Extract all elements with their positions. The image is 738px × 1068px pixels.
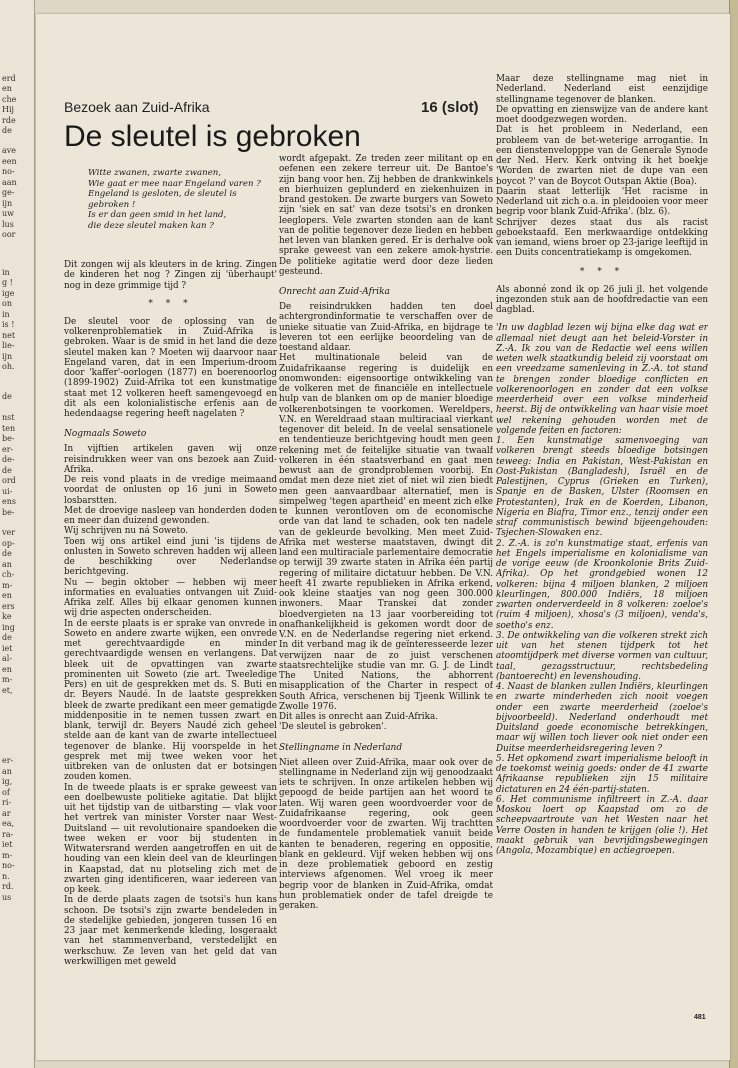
magazine-page	[36, 14, 730, 1060]
subheading: Stellingname in Nederland	[279, 742, 403, 753]
paragraph: Dit alles is onrecht aan Zuid-Afrika.	[279, 712, 438, 722]
article-kicker: Bezoek aan Zuid-Afrika	[64, 99, 210, 115]
paragraph: De sleutel voor de oplossing van de volkerenproblematiek in Zuid-Afrika is gebroken. Waar is de smid in het land die deze sleutel maken kan ? Moeten wij daarvoor naar Engeland varen, dat in een Imperium-droom door 'kaffer'-oorlogen (1877) en boerenoorlog (1899-1902) Zuid-Afrika tot een kunstmatige staat met 12 volkeren heeft samengevoegd en dit als een kolonialistische erfenis aan de hedendaagse regering heeft nagelaten ?	[64, 316, 277, 419]
edge-text-fragment: ar	[2, 809, 11, 818]
paragraph: Dat is het probleem in Nederland, een probleem van de bet-weterige arrogantie. In een dienstenvelopppe van de Generale Synode der Ned. Herv. Kerk ontving ik het boekje 'Worden de zwarten niet de dupe van een boycot ?' van de Boycot Outspan Aktie (Boa).	[496, 125, 708, 187]
edge-text-fragment: iet	[2, 840, 13, 849]
paragraph: Met de droevige nasleep van honderden doden en meer dan duizend gewonden.	[64, 505, 277, 526]
paragraph: In vijftien artikelen gaven wij onze reisindrukken weer van ons bezoek aan Zuid-Afrika.	[64, 444, 277, 475]
quote-item: 2. Z.-A. is zo'n kunstmatige staat, erfenis van het Engels imperialisme en kolonialisme van de vorige eeuw (de Kroonkolonie Brits Zuid-Afrika). Op het grondgebied wonen 12 volkeren: bijna 4 miljoen blanken, 2 miljoen kleurlingen, 800.000 Indiërs, 18 miljoen zwarten onderverdeeld in 8 volkeren: zoeloe's (ruim 4 miljoen), xhosa's (3 miljoen), venda's, soetho's enz.	[496, 538, 708, 631]
paragraph: Maar deze stellingname mag niet in Nederland. Nederland eist eenzijdige stellingname tegenover de blanken.	[496, 74, 708, 105]
quote-paragraph: 'In uw dagblad lezen wij bijna elke dag wat er allemaal niet deugt aan het beleid-Vorster in Z.-A. Ik zou van de Redactie wel eens willen weten welk staatkundig beleid zij voorstaat om een vreedzame samenleving in Z.-A. tot stand te brengen zonder bloedige conflicten en volkerenoorlogen en zonder dat een volkse meerderheid over een volkse minderheid heerst. Bij de ontwikkeling van haar visie moet wel rekening gehouden worden met de volgende feiten en factoren:	[496, 323, 708, 436]
edge-text-fragment: de	[2, 466, 12, 475]
section-divider: * * *	[148, 298, 193, 309]
edge-text-fragment: er-	[2, 756, 14, 765]
page-spine	[729, 0, 738, 1068]
column-3	[496, 74, 708, 1024]
edge-text-fragment: g !	[2, 278, 13, 287]
paragraph: Schrijver dezes staat dus als racist geboekstaafd. Een merkwaardige ontdekking van iemand, wiens broer op 23-jarige leeftijd in een Duits concentratiekamp is omgekomen.	[496, 217, 708, 259]
edge-text-fragment: en	[2, 591, 12, 600]
edge-text-fragment: de	[2, 126, 12, 135]
edge-text-fragment: ens	[2, 497, 16, 506]
paragraph: De reisindrukken hadden ten doel achtergrondinformatie te verschaffen over de unieke situatie van Zuid-Afrika, en bijdrage te leveren tot een eerlijke beoordeling van de toestand aldaar.	[279, 302, 493, 353]
quote-item: 3. De ontwikkeling van die volkeren strekt zich uit van het stenen tijdperk tot het atoomtijdperk met diverse vormen van cultuur, taal, gezagsstructuur, rechtsbedeling (bantoerecht) en levenshouding.	[496, 630, 708, 682]
page-number: 481	[694, 1014, 706, 1021]
quoted-letter	[496, 323, 708, 856]
edge-text-fragment: an	[2, 767, 12, 776]
paragraph: In de eerste plaats is er sprake van onvrede in Soweto en andere zwarte wijken, een onvrede met gerechtvaardigde en minder gerechtvaardigde wensen en verlangens. Dat bleek uit de opvattingen van zwarte prominenten uit Soweto (zie art. Tweeledige Pers) en uit de gesprekken met ds. S. Buti en dr. Beyers Naudé. In de laatste gesprekken bleek de zwarte predikant een meer gematigde middenpositie in te nemen tussen zwart en blank, terwijl dr. Beyers Naudé zich geheel stelde aan de kant van de zwarte intellectueel tegenover de blanke. Hij voorspelde in het gesprek met mij twee weken voor het uitbreken van de onlusten dat er botsingen zouden komen.	[64, 618, 277, 783]
quote-item: 6. Het communisme infiltreert in Z.-A. daar Moskou loert op Kaapstad om zo de scheepvaartroute van het Westen naar het Verre Oosten in handen te krijgen (olie !). Het maakt gebruik van bevrijdingsbewegingen (Angola, Mozambique) en actiegroepen.	[496, 794, 708, 856]
edge-text-fragment: de	[2, 392, 12, 401]
subheading: Nogmaals Soweto	[64, 429, 147, 440]
edge-text-fragment: en	[2, 665, 12, 674]
edge-text-fragment: rde	[2, 116, 16, 125]
edge-text-fragment: no-	[2, 167, 15, 176]
edge-text-fragment: of	[2, 788, 10, 797]
edge-text-fragment: nst	[2, 413, 15, 422]
paragraph: In de tweede plaats is er sprake geweest van een doelbewuste politieke agitatie. Dat blijkt uit het tijdstip van de uitbarsting — vlak voor het vertrek van minister Vorster naar West-Duitsland — uit revolutionaire spandoeken die twee weken er voor bij studenten in Witwatersrand werden aangetroffen en uit de houding van een klein deel van de kleurlingen in Kaapstad, dat nu plotseling zich met de zwarten ging identificeren, waar iedereen van op keek.	[64, 782, 277, 895]
paragraph: Nu — begin oktober — hebben wij meer informaties en evaluaties ontvangen uit Zuid-Afrika zelf. Alles bij elkaar genomen kunnen wij drie aspecten onderscheiden.	[64, 577, 277, 619]
column-2	[279, 154, 493, 1024]
edge-text-fragment: ave	[2, 146, 17, 155]
edge-text-fragment: ui-	[2, 487, 13, 496]
subheading: Onrecht aan Zuid-Afrika	[279, 287, 390, 297]
edge-text-fragment: ig,	[2, 777, 13, 786]
edge-text-fragment: en	[2, 84, 12, 93]
paragraph: De reis vond plaats in de vredige meimaand voordat de onlusten op 16 juni in Soweto losbarstten.	[64, 475, 277, 506]
paragraph: 'De sleutel is gebroken'.	[279, 722, 387, 733]
edge-text-fragment: op-	[2, 539, 15, 548]
edge-text-fragment: on	[2, 299, 12, 308]
paragraph: Als abonné zond ik op 26 juli jl. het volgende ingezonden stuk aan de hoofdredactie van een dagblad.	[496, 284, 708, 315]
edge-text-fragment: ord	[2, 476, 16, 485]
edge-text-fragment: et,	[2, 686, 13, 695]
edge-text-fragment: ijn	[2, 199, 13, 208]
edge-text-fragment: in	[2, 268, 10, 277]
edge-text-fragment: ea,	[2, 819, 15, 828]
quote-item: 1. Een kunstmatige samenvoeging van volkeren brengt steeds bloedige botsingen teweeg: India en Pakistan, West-Pakistan en Oost-Pakistan (Bangladesh), Israël en de Palestijnen, Cyprus (Grieken en Turken), Spanje en de Basken, Ulster (Roomsen en Protestanten), Irak en de Koerden, Libanon, Nigeria en Biafra, Timor enz., tenzij onder een straf communistisch bewind bijeengehouden: Tsjechen-Slowaken enz.	[496, 436, 708, 539]
edge-text-fragment: ver	[2, 528, 16, 537]
edge-text-fragment: de-	[2, 455, 15, 464]
edge-text-fragment: ers	[2, 602, 15, 611]
edge-text-fragment: aan	[2, 178, 17, 187]
edge-text-fragment: uw	[2, 209, 14, 218]
series-number: 16 (slot)	[421, 99, 479, 116]
paragraph: Wij schrijven nu ná Soweto.	[64, 526, 189, 537]
edge-text-fragment: al-	[2, 654, 13, 663]
edge-text-fragment: n.	[2, 872, 10, 881]
article-title: De sleutel is gebroken	[64, 120, 361, 153]
edge-text-fragment: de	[2, 633, 12, 642]
edge-text-fragment: no-	[2, 861, 15, 870]
edge-text-fragment: ch-	[2, 570, 15, 579]
paragraph: De opvatting en zienswijze van de andere kant moet doodgezwegen worden.	[496, 104, 708, 125]
previous-page-edge	[0, 0, 35, 1068]
edge-text-fragment: ri-	[2, 798, 12, 807]
quote-item: 5. Het opkomend zwart imperialisme belooft in de toekomst weinig goeds: onder de 41 zwarte Afrikaanse republieken zijn 15 militaire dictaturen en 24 één-partij-staten.	[496, 753, 708, 795]
edge-text-fragment: Hij	[2, 105, 15, 114]
edge-text-fragment: us	[2, 893, 12, 902]
paragraph: In de derde plaats zagen de tsotsi's hun kans schoon. De tsotsi's zijn zwarte bendeleden in de stedelijke gebieden, jongeren tussen 16 en 23 jaar met kenmerkende kleding, losgeraakt van het stammenverband, verstedelijkt en werkschuw. Ze leven van het geld dat van werkwilligen met geweld	[64, 895, 277, 967]
edge-text-fragment: m-	[2, 581, 13, 590]
section-divider: * * *	[579, 266, 625, 277]
edge-text-fragment: lus	[2, 220, 14, 229]
edge-text-fragment: in	[2, 310, 10, 319]
edge-text-fragment: net	[2, 331, 16, 340]
paragraph: Toen wij ons artikel eind juni 'is tijdens de onlusten in Soweto schreven hadden wij alleen de beschikking over Nederlandse berichtgeving.	[64, 536, 277, 578]
edge-text-fragment: ten	[2, 424, 16, 433]
edge-text-fragment: m-	[2, 851, 13, 860]
paragraph: wordt afgepakt. Ze treden zeer militant op en oefenen een zekere terreur uit. De Bantoe's zijn bang voor hen. Zij hebben de drankwinkels en bierhuizen geplunderd en ziekenhuizen in brand gestoken. De zwarte burgers van Soweto zijn 'siek en sat' van deze tsotsi's en dronken leeglopers. Vele zwarten stonden aan de kant van de politie tegenover deze lieden en hebben het leven van blanken gered. Er is derhalve ook sprake geweest van een zekere amok-hystrie. De politieke agitatie werd door deze lieden gesteund.	[279, 154, 493, 277]
edge-text-fragment: lie-	[2, 341, 15, 350]
edge-text-fragment: be-	[2, 508, 15, 517]
paragraph: Daarin staat letterlijk 'Het racisme in Nederland uit zich o.a. in pleidooien voor meer begrip voor blank Zuid-Afrika'. (blz. 6).	[496, 186, 708, 218]
edge-text-fragment: oor	[2, 230, 16, 239]
edge-text-fragment: ge-	[2, 188, 15, 197]
edge-text-fragment: de	[2, 549, 12, 558]
edge-text-fragment: rd.	[2, 882, 14, 891]
edge-text-fragment: che	[2, 95, 17, 104]
edge-text-fragment: ke	[2, 612, 12, 621]
paragraph: Niet alleen over Zuid-Afrika, maar ook over de stellingname in Nederland zijn wij genoodzaakt iets te schrijven. In onze artikelen hebben wij gepoogd de beide partijen aan het woord te laten. Wij waren geen woordvoerder voor de Zuidafrikaanse regering, ook geen woordvoerder voor de zwarten. Wij trachtten de fundamentele problematiek vanuit beide kanten te benaderen, regering en oppositie, blank en gekleurd. Vijf weken hebben wij ons in deze problematiek geboord en zestig interviews afgenomen. Wel vroeg ik meer begrip voor de blanken in Zuid-Afrika, omdat hun problematiek onder de tafel dreigde te geraken.	[279, 757, 493, 911]
edge-text-fragment: be-	[2, 434, 15, 443]
edge-text-fragment: is !	[2, 320, 15, 329]
edge-text-fragment: ra-	[2, 830, 14, 839]
edge-text-fragment: an	[2, 560, 12, 569]
paragraph: Het multinationale beleid van de Zuidafrikaanse regering is duidelijk en onomwonden: eigensoortige ontwikkeling van de volkeren met de financiële en intellectuele hulp van de blanken om op de manier bloedige volkerenbotsingen te voorkomen. Wereldpers, V.N. en Wereldraad staan multiraciaal vierkant tegenover dit beleid. In de veelal sensationele en tendentieuze berichtgeving houdt men geen rekening met de feitelijke situatie van twaalf volkeren in één staatsverband en gaat men bewust aan de grondproblemen voorbij. En omdat men deze niet ziet of niet wil zien biedt men geen aanvaardbaar alternatief, men is simpelweg 'tegen apartheid' en meent zich elke te kunnen verontloven om de economische orde van dat land te schaden, ook ten nadele van de gekleurde bevolking. Men meet Zuid-Afrika met westerse maatstaven, dwingt dit land een multiraciale parlementaire democratie op terwijl 39 zwarte staten in Afrika één partij regering of militaire dictatuur hebben. De V.N. heeft 41 zwarte republieken in Afrika erkend, ook kleine staatjes van nog geen 300.000 inwoners. Maar Transkei dat zonder bloedvergieten na 13 jaar voorbereiding tot onafhankelijkheid is gekomen wordt door de V.N. en de Nederlandse regering niet erkend. In dit verband mag ik de geïnteresseerde lezer verwijzen naar de zo juist verschenen staatsrechtelijke studie van mr. G. J. de Lindt The United Nations, the abhorrent misapplication of the Charter in respect of South Africa, verschenen bij Tjeenk Willink te Zwolle 1976.	[279, 353, 493, 712]
edge-text-fragment: iet	[2, 644, 13, 653]
edge-text-fragment: een	[2, 157, 17, 166]
edge-text-fragment: ing	[2, 623, 15, 632]
edge-text-fragment: ige	[2, 289, 15, 298]
epigraph-poem: Witte zwanen, zwarte zwanen, Wie gaat er mee naar Engeland varen ? Engeland is gesloten, de sleutel is gebroken ! Is er dan geen smid in het land, die deze sleutel maken kan ?	[88, 168, 261, 231]
paragraph: Dit zongen wij als kleuters in de kring. Zingen de kinderen het nog ? Zingen zij 'überhaupt' nog in deze grimmige tijd ?	[64, 260, 277, 291]
edge-text-fragment: er-	[2, 445, 14, 454]
edge-text-fragment: oh.	[2, 362, 15, 371]
edge-text-fragment: erd	[2, 74, 16, 83]
quote-item: 4. Naast de blanken zullen Indiërs, kleurlingen en zwarte minderheden zich nooit voegen onder een zwarte meerderheid (zoeloe's bijvoorbeeld). Nederland onderhoudt met Duitsland goede economische betrekkingen, maar wij willen toch liever ook niet onder een Duitse meerderheidsregering leven ?	[496, 682, 708, 754]
edge-text-fragment: m-	[2, 675, 13, 684]
edge-text-fragment: ijn	[2, 352, 13, 361]
